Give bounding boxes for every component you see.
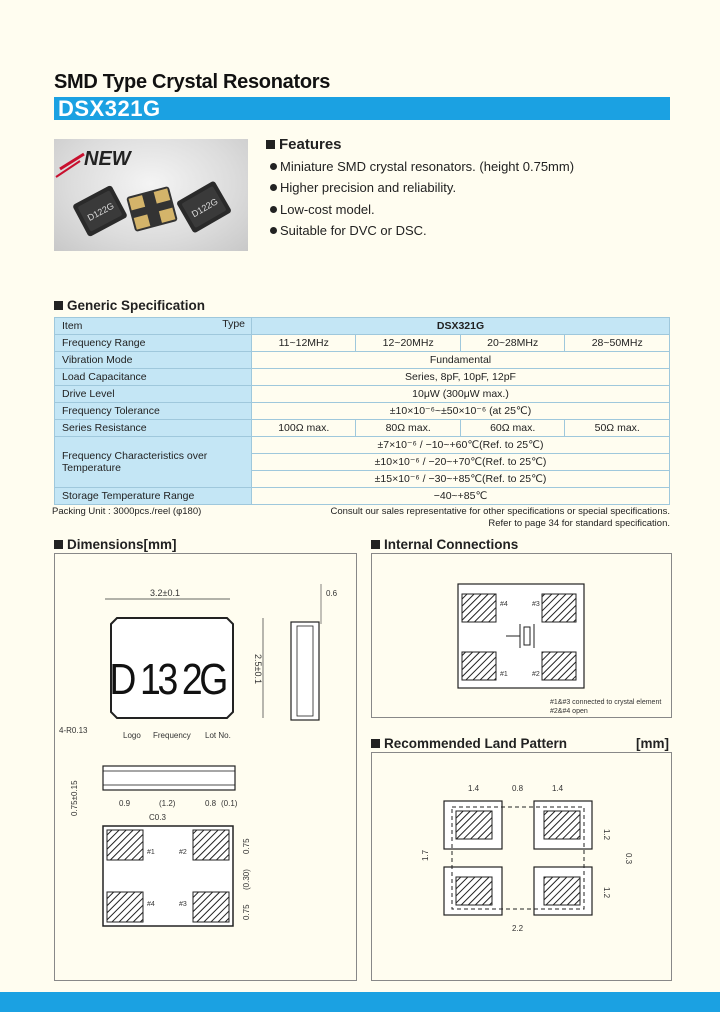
marking-text: D 13 2G <box>109 654 229 704</box>
table-row <box>55 352 670 369</box>
pin-label: #1 <box>500 671 508 678</box>
pin-label: #4 <box>500 601 508 608</box>
model-name: DSX321G <box>58 96 161 121</box>
pin-label: #2 <box>179 849 187 856</box>
row-label: Vibration Mode <box>55 352 252 369</box>
land-drawing <box>372 753 671 980</box>
dim-pad-w2: 0.8 <box>205 799 217 808</box>
row-label: Load Capacitance <box>55 369 252 386</box>
dim-b: 0.8 <box>512 784 524 793</box>
feature-item: Miniature SMD crystal resonators. (height 0.75mm) <box>270 159 574 174</box>
dim-c: 1.4 <box>552 784 564 793</box>
table-row <box>55 420 670 437</box>
pin-label: #3 <box>179 901 187 908</box>
dim-total-h: 1.7 <box>421 849 430 861</box>
row-label: Drive Level <box>55 386 252 403</box>
table-row <box>55 437 670 454</box>
dim-pad-h2: 1.2 <box>602 887 611 899</box>
cell: 20~28MHz <box>460 335 565 352</box>
row-label: Frequency Tolerance <box>55 403 252 420</box>
cell: 80Ω max. <box>356 420 461 437</box>
dim-pad-gap-v: (0.30) <box>242 869 251 890</box>
feature-item: Higher precision and reliability. <box>270 180 456 195</box>
table-row <box>55 335 670 352</box>
dim-side-height: 0.75±0.15 <box>70 780 79 816</box>
cell: Fundamental <box>252 352 670 369</box>
pin-label: #4 <box>147 901 155 908</box>
page-title: SMD Type Crystal Resonators <box>54 71 331 93</box>
row-label: Storage Temperature Range <box>55 488 252 505</box>
dimensions-drawing <box>55 554 356 980</box>
cell: Series, 8pF, 10pF, 12pF <box>252 369 670 386</box>
table-row <box>55 369 670 386</box>
corner-label: 4-R0.13 <box>59 726 88 735</box>
model-header: DSX321G <box>252 318 670 335</box>
cell: 10μW (300μW max.) <box>252 386 670 403</box>
product-photo <box>54 139 248 251</box>
internal-heading: Internal Connections <box>371 537 518 552</box>
cell: ±15×10⁻⁶ / −30~+85℃(Ref. to 25℃) <box>252 471 670 488</box>
spec-table <box>54 317 670 505</box>
feature-item: Suitable for DVC or DSC. <box>270 223 427 238</box>
cell: 12~20MHz <box>356 335 461 352</box>
packing-note: Packing Unit : 3000pcs./reel (φ180) <box>52 506 202 517</box>
dim-height: 2.5±0.1 <box>253 654 263 684</box>
chip-marking: D122G <box>85 200 116 223</box>
item-type-header: Item Type <box>55 318 252 335</box>
dim-pad-h2: 0.75 <box>242 904 251 920</box>
logo-label: Logo <box>123 731 141 740</box>
land-heading: Recommended Land Pattern <box>371 736 567 751</box>
internal-note: #2&#4 open <box>550 708 588 715</box>
feature-item: Low-cost model. <box>270 202 375 217</box>
dim-pad-w: 0.9 <box>119 799 131 808</box>
refer-note: Refer to page 34 for standard specification. <box>488 518 670 529</box>
footer-bar <box>0 992 720 1012</box>
pin-label: #1 <box>147 849 155 856</box>
dimensions-heading: Dimensions[mm] <box>54 537 177 552</box>
table-row <box>55 403 670 420</box>
internal-note: #1&#3 connected to crystal element <box>550 699 662 706</box>
features-heading: Features <box>266 136 342 153</box>
land-box <box>371 752 672 981</box>
cell: ±7×10⁻⁶ / −10~+60℃(Ref. to 25℃) <box>252 437 670 454</box>
spec-heading: Generic Specification <box>54 298 205 313</box>
row-label: Frequency Range <box>55 335 252 352</box>
row-label: Series Resistance <box>55 420 252 437</box>
lot-label: Lot No. <box>205 731 231 740</box>
cell: ±10×10⁻⁶ / −20~+70℃(Ref. to 25℃) <box>252 454 670 471</box>
cell: 11~12MHz <box>252 335 356 352</box>
frequency-label: Frequency <box>153 731 191 740</box>
new-badge: NEW <box>84 148 131 170</box>
table-row <box>55 488 670 505</box>
row-label: Frequency Characteristics over Temperature <box>55 437 252 488</box>
dim-width: 3.2±0.1 <box>150 588 180 598</box>
dimensions-box <box>54 553 357 981</box>
crystal-chips-illustration <box>54 139 248 251</box>
land-unit: [mm] <box>636 736 669 751</box>
pin-label: #3 <box>532 601 540 608</box>
dim-pad-h: 1.2 <box>602 829 611 841</box>
chip-marking: D122G <box>189 196 220 220</box>
cell: 60Ω max. <box>460 420 565 437</box>
dim-a: 1.4 <box>468 784 480 793</box>
cell: ±10×10⁻⁶~±50×10⁻⁶ (at 25℃) <box>252 403 670 420</box>
table-row <box>55 386 670 403</box>
cell: −40~+85℃ <box>252 488 670 505</box>
table-row <box>55 318 670 335</box>
internal-drawing <box>372 554 671 717</box>
internal-box <box>371 553 672 718</box>
dim-gap: 0.3 <box>624 853 633 865</box>
dim-bottom: 2.2 <box>512 924 524 933</box>
cell: 50Ω max. <box>565 420 670 437</box>
pin-label: #2 <box>532 671 540 678</box>
dim-pad-h1: 0.75 <box>242 838 251 854</box>
dim-pad-gap: (1.2) <box>159 799 176 808</box>
consult-note: Consult our sales representative for other specifications or special specifications. <box>330 506 670 517</box>
dim-pad-corner: C0.3 <box>149 813 166 822</box>
dim-thickness: 0.6 <box>326 589 338 598</box>
cell: 100Ω max. <box>252 420 356 437</box>
dim-pad-edge: (0.1) <box>221 799 238 808</box>
cell: 28~50MHz <box>565 335 670 352</box>
